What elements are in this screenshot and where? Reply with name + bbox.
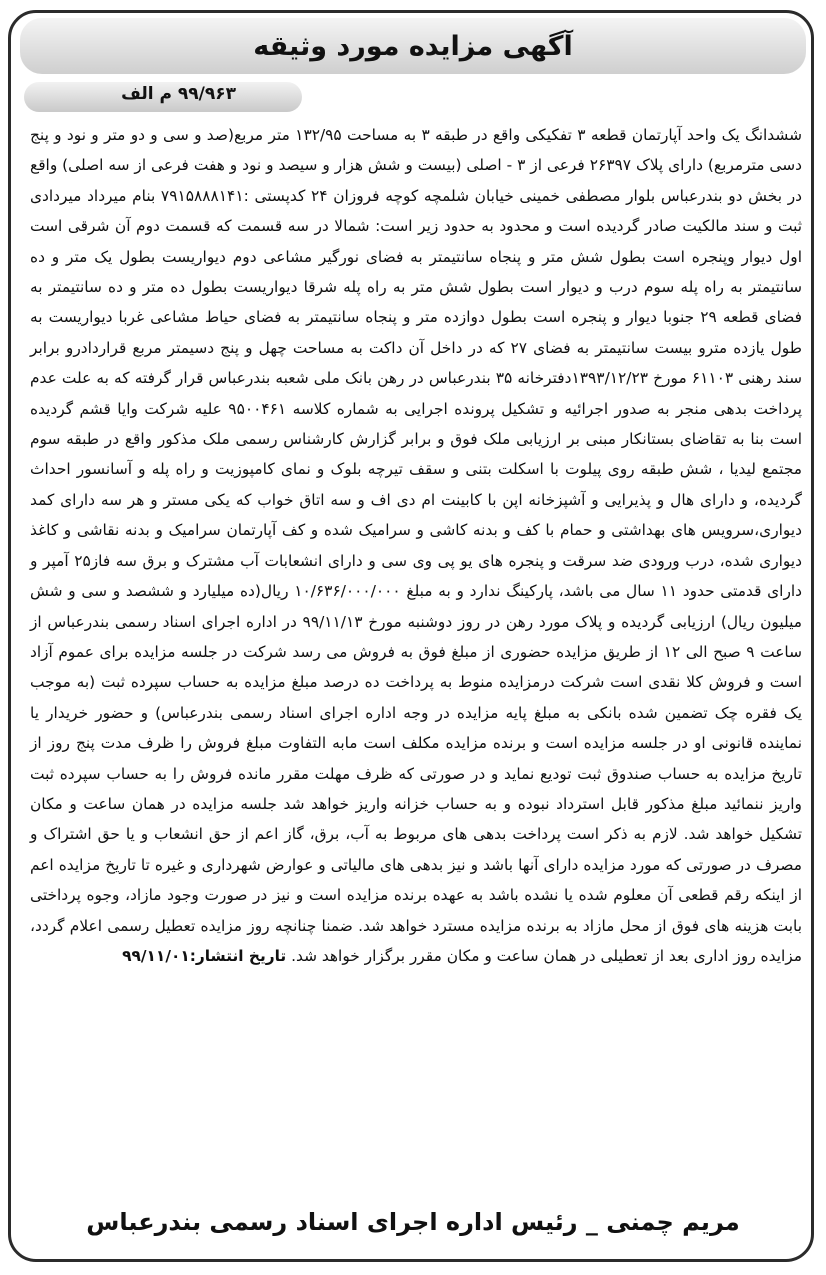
notice-title: آگهی مزایده مورد وثیقه bbox=[253, 30, 573, 62]
publication-date: ۹۹/۱۱/۰۱ bbox=[122, 946, 190, 965]
signature: مریم چمنی _ رئیس اداره اجرای اسناد رسمی بندرعباس bbox=[86, 1208, 740, 1236]
title-bar bbox=[20, 18, 806, 74]
publication-date-label: تاریخ انتشار: bbox=[189, 946, 287, 965]
notice-body bbox=[30, 120, 802, 971]
notice-body-text: ششدانگ یک واحد آپارتمان قطعه ۳ تفکیکی واقع در طبقه ۳ به مساحت ۱۳۲/۹۵ متر مربع(صد و سی و دو متر و نود و پنج دسی مترمربع) دارای پلاک ۲۶۳۹۷ فرعی از ۳ - اصلی (بیست و شش هزار و سیصد و نود و هفت فرعی از سه اصلی) واقع در بخش دو بندرعباس بلوار مصطفی خمینی خیابان شلمچه کوچه فروزان ۲۴ کدپستی :۷۹۱۵۸۸۸۱۴۱ بنام میرداد میردادی ثبت و سند مالکیت صادر گردیده است و محدود به حدود زیر است: شمالا در سه قسمت که قسمت دوم آن شرقی است اول دیوار وپنجره است بطول شش متر و پنجاه سانتیمتر به فضای نورگیر مشاعی دوم دیواریست بطول یک متر و ده سانتیمتر به راه پله سوم درب و دیوار است بطول شش متر به راه پله شرقا دیواریست بطول ده متر و ده سانتیمتر به فضای قطعه ۲۹ جنوبا دیوار و پنجره است بطول دوازده متر و پنجاه سانتیمتر به فضای حیاط مشاعی غربا دیواریست به طول یازده مترو بیست سانتیمتر به فضای ۲۷ که در داخل آن داکت به مساحت چهل و پنج دسیمتر مربع قراردادرو برابر سند رهنی ۶۱۱۰۳ مورخ ۱۳۹۳/۱۲/۲۳دفترخانه ۳۵ بندرعباس در رهن بانک ملی شعبه بندرعباس قرار گرفته که به علت عدم پرداخت بدهی منجر به صدور اجرائیه و تشکیل پرونده اجرایی به شماره کلاسه ۹۵۰۰۴۶۱ علیه شرکت وایا قشم گردیده است بنا به تقاضای بستانکار مبنی بر ارزیابی ملک فوق و برابر گزارش کارشناس رسمی ملک مذکور واقع در طبقه سوم مجتمع لیدیا ، شش طبقه روی پیلوت با اسکلت بتنی و سقف تیرچه بلوک و نمای کامپوزیت و راه پله و آسانسور احداث گردیده، و دارای هال و پذیرایی و آشپزخانه اپن با کابینت ام دی اف و سه اتاق خواب که یکی مستر و هر سه دارای کمد دیواری،سرویس های بهداشتی و حمام با کف و بدنه کاشی و سرامیک شده و کف آپارتمان سرامیک و بدنه نقاشی و کاغذ دیواری شده، درب ورودی ضد سرقت و پنجره های یو پی وی سی و دارای انشعابات آب مشترک و برق سه فاز۲۵ آمپر و دارای قدمتی حدود ۱۱ سال می باشد، پارکینگ ندارد و به مبلغ ۱۰/۶۳۶/۰۰۰/۰۰۰ ریال(ده میلیارد و ششصد و سی و شش میلیون ریال) ارزیابی گردیده و پلاک مورد رهن در روز دوشنبه مورخ ۹۹/۱۱/۱۳ در اداره اجرای اسناد رسمی بندرعباس از ساعت ۹ صبح الی ۱۲ از طریق مزایده حضوری از مبلغ فوق به فروش می رسد شرکت در جلسه مزایده برای عموم آزاد است و فروش کلا نقدی است شرکت درمزایده منوط به پرداخت ده درصد مبلغ مزایده به حساب سپرده ثبت (به موجب یک فقره چک تضمین شده بانکی به مبلغ پایه مزایده در وجه اداره اجرای اسناد رسمی بندرعباس) و حضور خریدار یا نماینده قانونی او در جلسه مزایده است و برنده مزایده مکلف است مابه التفاوت مبلغ فروش را ظرف مدت پنج روز از تاریخ مزایده به حساب صندوق ثبت توديع نمايد و در صورتی که ظرف مهلت مقرر مانده فروش را به حساب سپرده ثبت واریز ننمائید مبلغ مذکور قابل استرداد نبوده و به حساب خزانه واریز خواهد شد جلسه مزایده در همان ساعت و مکان تشکیل خواهد شد. لازم به ذکر است پرداخت بدهی های مربوط به آب، برق، گاز اعم از حق انشعاب و یا حق اشتراک و مصرف در صورتی که مورد مزایده دارای آنها باشد و نیز بدهی های مالیاتی و عوارض شهرداری و غیره تا تاریخ مزایده اعم از اینکه رقم قطعی آن معلوم شده یا نشده باشد به عهده برنده مزایده است و نیز در صورت وجود مازاد، وجوه پرداختی بابت هزینه های فوق از محل مازاد به برنده مزایده مسترد خواهد شد. ضمنا چنانچه روز مزایده تعطیل رسمی اعلام گردد، مزایده روز اداری بعد از تعطیلی در همان ساعت و مکان مقرر برگزار خواهد شد. bbox=[30, 126, 803, 965]
reference-number: ۹۹/۹۶۳ م الف bbox=[121, 84, 236, 104]
